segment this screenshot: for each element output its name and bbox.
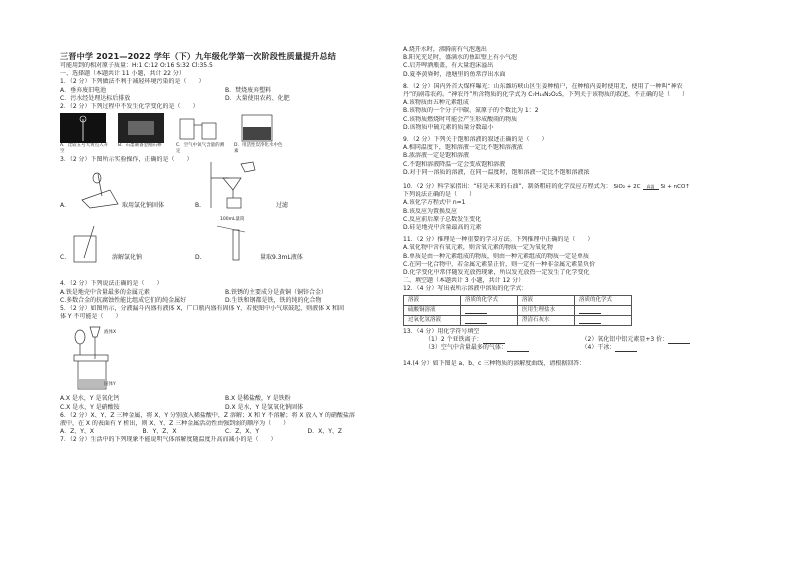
q6-stem: 6．（2 分）X、Y、Z 三种金属，将 X、Y 分别放入稀盐酸中，Z 溶解；X 和 Y 不溶解；将 X 放入 Y 的硝酸盐溶 <box>60 411 355 419</box>
q11-stem: 11．（2 分）推理是一种重要的学习方法。下列推理中正确的是（ ） <box>403 236 594 244</box>
eq-arrow-line <box>643 189 659 190</box>
q1-option-a[interactable]: A．垂弃废旧电池 <box>60 86 107 94</box>
table-header: 溶质的化学式 <box>575 295 632 305</box>
q2-figure-a[interactable] <box>60 113 110 154</box>
filtration-icon <box>205 160 265 210</box>
page-title: 三晋中学 2021—2022 学年（下）九年级化学第一次阶段性质量提升总结 <box>60 51 337 61</box>
q10-option-b[interactable]: B.该反应为置换反应 <box>403 207 458 215</box>
q6-options <box>60 428 390 436</box>
q1-stem: 1．（2 分）下列做法不利于减轻环境污染的是（ ） <box>60 78 205 86</box>
q6-option-b[interactable]: B．Y、Z、X <box>142 428 177 436</box>
q7-option-d[interactable]: D.夏季黄昏时，池塘里的鱼常浮出水面 <box>403 70 506 78</box>
fireworks-icon <box>60 113 106 143</box>
q3-option-b-text: 过滤 <box>276 202 289 210</box>
q11-option-d[interactable]: D.化学变化中常伴随发光放热现象，所以发光放热一定发生了化学变化 <box>403 269 590 277</box>
q4-option-c[interactable]: C.多数合金的抗腐蚀性能比组成它们的纯金属好 <box>60 296 187 304</box>
q8-stem: 8．（2 分）国内外首大煤样曝光：山东潍坊峡山区生姜种植户，在种植内姜时使用无，使用了一种叫“神农 <box>403 82 683 90</box>
blank-line <box>507 345 529 352</box>
q8-option-c[interactable]: C.该物质燃烧时可能会产生形成酸雨的物质 <box>403 115 518 123</box>
q4-option-b[interactable]: B.铁锈的主要成分是黄铜（铜锌合金） <box>225 288 328 296</box>
answer-blank[interactable] <box>575 305 632 315</box>
q8-option-a[interactable]: A.该物质由五种元素组成 <box>403 99 469 107</box>
q5-option-c[interactable]: C.X 是水，Y 是硝酸铵 <box>60 403 120 411</box>
table-header: 溶质的化学式 <box>461 295 518 305</box>
q9-option-d[interactable]: D.对于同一溶质的溶液，在同一温度时，饱和溶液一定比不饱和溶液浓 <box>403 168 590 176</box>
table-cell: 过氧化氢溶液 <box>404 315 461 325</box>
blank-line <box>668 337 690 344</box>
q10-eq-arrow <box>643 185 659 190</box>
q10-stem-row <box>403 183 738 191</box>
q13-row1 <box>403 336 738 344</box>
right-column <box>403 46 738 369</box>
q6-option-d[interactable]: D．X、Y、Z <box>307 428 343 436</box>
answer-blank[interactable] <box>461 305 518 315</box>
answer-blank[interactable] <box>575 315 632 325</box>
q7-option-a[interactable]: A.烧开水时，沸腾前有气泡逸出 <box>403 46 487 53</box>
q9-option-c[interactable]: C.不饱和溶液降温一定会变成饱和溶液 <box>403 160 506 168</box>
q13-item-4-label: （4）干冰： <box>581 344 616 352</box>
q8-stem-2: 丹”的剧毒农药。“神农丹”所含物质的化学式为 C₇H₁₄N₂O₂S，下列关于该物质的叙述，不正确的是（ ） <box>403 91 688 99</box>
q3-option-b[interactable]: B. <box>195 202 202 210</box>
q14-stem: 14.(4 分）如下图是 a、b、c 三种物质的溶解度曲线，请根据回答： <box>403 360 586 368</box>
q5-options-row1 <box>60 395 390 403</box>
q13-item-3-label: （3）空气中含量最多的气体： <box>425 344 507 352</box>
q13-item-2-label: （2）氧化铝中铝元素显+3 价： <box>581 335 669 343</box>
label-solid-y: 固体Y <box>104 382 116 388</box>
blank-line <box>465 317 487 324</box>
q10-eq-left: SiO₂ + 2C <box>613 184 641 191</box>
q10-option-a[interactable]: A.该化学方程式中 n=1 <box>403 199 466 207</box>
q1-option-b[interactable]: B．焚烧废弃塑料 <box>225 86 272 94</box>
q10-option-d[interactable]: D.硅是地壳中含量最高的元素 <box>403 224 482 232</box>
q8-option-d[interactable]: D.该物质中硫元素的质量分数最小 <box>403 123 494 131</box>
table-row <box>404 315 632 325</box>
apparatus-icon <box>176 113 222 143</box>
q3-option-d-text: 量取9.3mL液体 <box>260 254 303 262</box>
q7-stem: 7．（2 分）生活中的下列现象不能说明气体溶解度随温度升高而减小的是（ ） <box>60 436 277 444</box>
table-header: 溶液 <box>404 295 461 305</box>
q3-option-a[interactable]: A. <box>60 202 66 210</box>
q10-stem-2: 下列说法正确的是（ ） <box>403 191 476 199</box>
q13-item-2[interactable] <box>582 336 739 344</box>
q4-stem: 4．（2 分）下列说法正确的是（ ） <box>60 280 163 288</box>
q12-stem: 12．（4 分）写出表所示溶液中溶质的化学式： <box>403 285 528 293</box>
q3-option-a-text: 取用氯化钠固体 <box>122 202 165 210</box>
q5-stem-2: 体 Y 不可能是（ ） <box>60 313 122 321</box>
q6-option-c[interactable]: C．Z、X、Y <box>225 428 260 436</box>
cylinder-label: 100mL量筒 <box>220 217 245 223</box>
table-row <box>404 305 632 315</box>
q2-figure-c[interactable] <box>176 113 226 154</box>
q6-option-a[interactable]: A．Z、Y、X <box>60 428 94 436</box>
q3-option-d[interactable]: D. <box>195 254 202 262</box>
q3-figures <box>60 164 390 280</box>
blank-line <box>579 307 601 314</box>
section-2-heading: 二、填空题（本题共计 3 小题，共计 12 分） <box>403 277 525 285</box>
q13-item-4[interactable] <box>582 344 739 352</box>
table-header: 溶液 <box>518 295 575 305</box>
q13-stem: 13．（4 分）用化学符号填空 <box>403 327 480 335</box>
table-cell: 硫酸铜溶液 <box>404 305 461 315</box>
table-row <box>404 295 632 305</box>
q11-option-c[interactable]: C.在同一化合物中，若金属元素显正价，则一定有一种非金属元素显负价 <box>403 260 596 268</box>
q2-caption-a: A．比较五号大黄点入开空 <box>60 143 109 154</box>
q4-options-row1 <box>60 289 390 297</box>
q2-caption-d: D．用活性炭净化水中色素 <box>234 143 283 154</box>
q10-equation <box>614 183 690 191</box>
q9-stem: 9．（2 分）下列关于饱和溶液的叙述正确的是（ ） <box>403 136 548 144</box>
q5-options-row2 <box>60 404 390 412</box>
hand-spatula-icon <box>80 170 120 210</box>
q5-option-a[interactable]: A.X 是水，Y 是氧化钙 <box>60 395 120 403</box>
q5-option-b[interactable]: B.X 是稀盐酸，Y 是铁粉 <box>225 395 291 403</box>
q13-item-1[interactable] <box>425 336 582 344</box>
q5-option-d[interactable]: D.X 是水，Y 是氢氧化钠固体 <box>225 403 304 411</box>
atomic-mass: 可能用到的相对原子质量：H:1 C:12 O:16 S:32 Cl:35.5 <box>60 62 213 69</box>
q7-option-b[interactable]: B.阳光充足时，盛满水的鱼缸壁上有小气泡 <box>403 54 518 62</box>
table-cell: 澄清石灰水 <box>518 315 575 325</box>
q1-option-d[interactable]: D．大量使用农药、化肥 <box>225 94 290 102</box>
q2-figure-b[interactable] <box>118 113 168 154</box>
q8-option-b[interactable]: B.该物质的一个分子中碳、氮原子的个数比为 1：2 <box>403 107 539 115</box>
blank-line <box>615 345 637 352</box>
left-column <box>60 62 390 445</box>
q10-option-c[interactable]: C.反应前后原子总数发生变化 <box>403 215 482 223</box>
blank-line <box>465 307 487 314</box>
q2-figure-d[interactable] <box>234 113 284 154</box>
q7-option-c[interactable]: C.启开啤酒瓶盖，有大量泡沫溢出 <box>403 62 494 70</box>
q10-stem: 10．（2 分）科学家指出：“硅是未来的石油”，制备粗硅的化学反应方程式为： <box>403 183 612 191</box>
q4-option-d[interactable]: D.生铁和钢都是铁，铁的纯的化合物 <box>225 296 322 304</box>
q5-stem: 5．（2 分）如图所示，分液漏斗内盛有液体 X，广口瓶内盛有固体 Y，若使图中小气球鼓起，则液体 X 和固 <box>60 305 345 313</box>
q10-eq-condition: 高温 <box>646 183 655 189</box>
q13-item-1-label: （1）2 个亚铁离子： <box>425 335 483 343</box>
q2-caption-c: C．空气中氧气含量的测定 <box>176 143 225 154</box>
q6-stem-2: 液中，在 X 的表面有 Y 析出，则 X、Y、Z 三种金属活动性由强到弱的顺序为（ ） <box>60 420 290 428</box>
beaker-stir-icon <box>70 224 110 264</box>
q1-options-row2 <box>60 95 390 103</box>
measuring-cylinder-icon <box>215 222 255 262</box>
q12-table <box>403 295 632 326</box>
q4-options-row2 <box>60 297 390 305</box>
q1-options-row1 <box>60 87 390 95</box>
label-liquid-x: 液体X <box>104 330 117 336</box>
q3-option-c-text: 溶解氯化钠 <box>112 254 143 262</box>
q9-option-b[interactable]: B.浓溶液一定是饱和溶液 <box>403 152 470 160</box>
q3-stem: 3．（2 分）下图所示实验操作，正确的是（ ） <box>60 156 193 164</box>
section-1-heading: 一、选择题（本题共计 11 小题，共计 22 分） <box>60 70 185 78</box>
graphite-icon <box>118 113 164 143</box>
q10-eq-right: Si + nCO↑ <box>660 184 690 191</box>
q5-figure <box>60 321 390 395</box>
q13-row2 <box>403 344 738 352</box>
filter-icon <box>234 113 280 143</box>
q13-item-3[interactable] <box>425 344 582 352</box>
q1-option-c[interactable]: C．污水经处理达标后排放 <box>60 94 131 102</box>
answer-blank[interactable] <box>461 315 518 325</box>
q11-option-a[interactable]: A.氧化物中含有氧元素，则含氧元素的物质一定为氧化物 <box>403 244 553 252</box>
q2-stem: 2．（2 分）下列过程中不发生化学变化的是（ ） <box>60 103 199 111</box>
q2-caption-b: B．石墨制备金刚石棒 <box>118 143 162 149</box>
blank-line <box>579 317 601 324</box>
q4-option-a[interactable]: A.铁是地壳中含量最多的金属元素 <box>60 288 150 296</box>
q11-option-b[interactable]: B.单质是由一种元素组成的物质，则由一种元素组成的物质一定是单质 <box>403 252 590 260</box>
q3-option-c[interactable]: C. <box>60 254 67 262</box>
q2-figures <box>60 113 390 154</box>
q9-option-a[interactable]: A.相同温度下，饱和溶液一定比不饱和溶液浓 <box>403 144 523 152</box>
table-cell: 医用生理盐水 <box>518 305 575 315</box>
